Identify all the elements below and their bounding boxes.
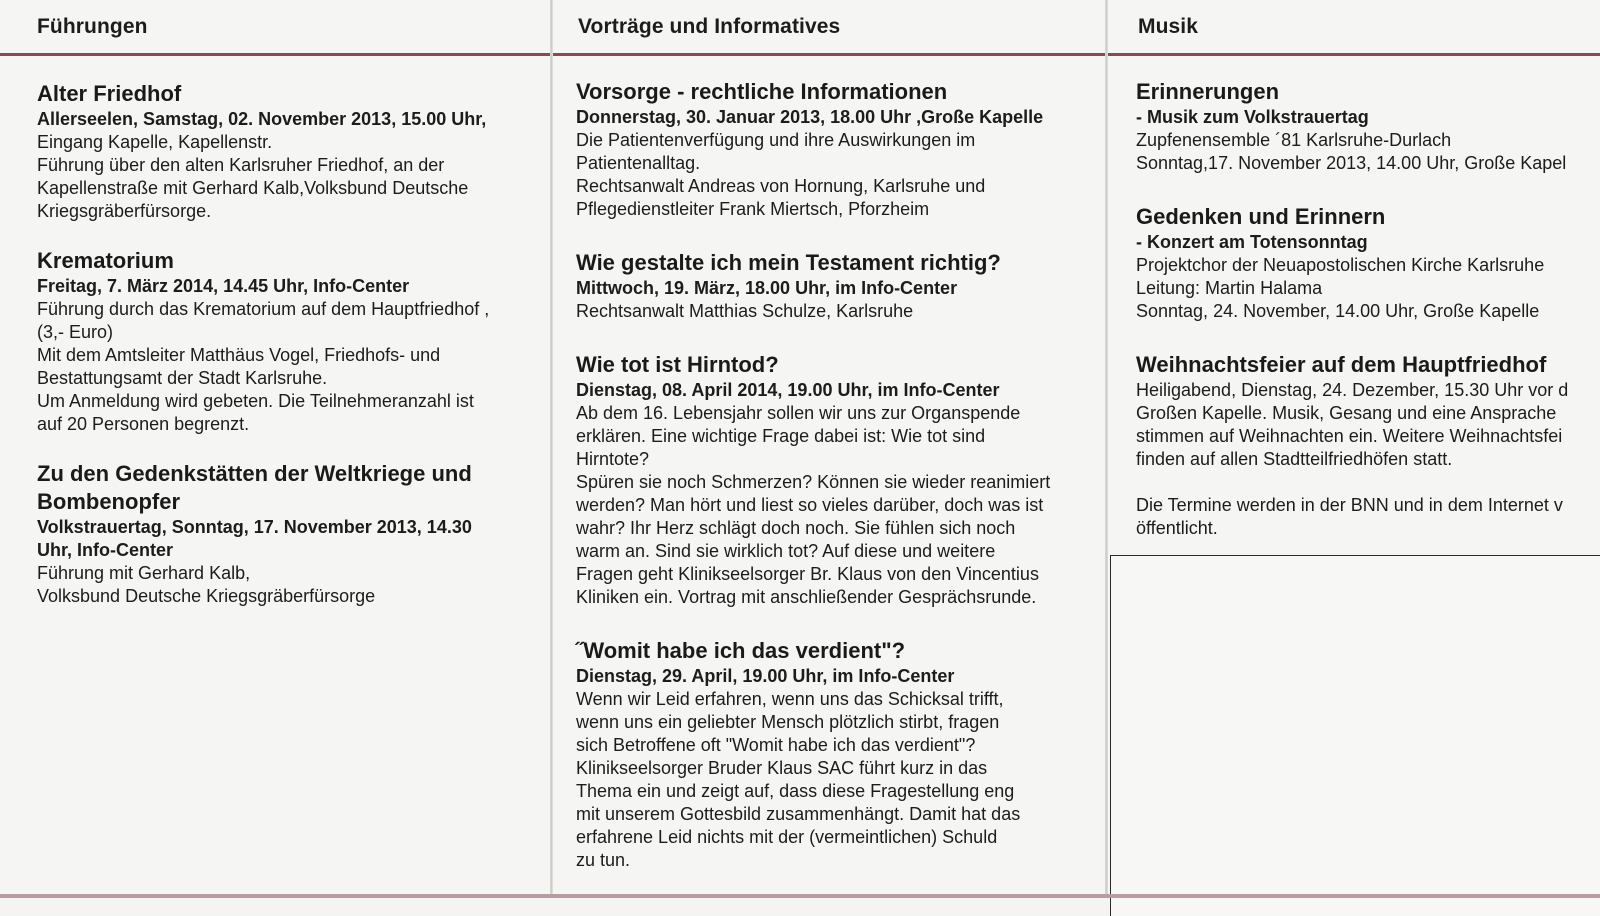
- event-title: Gedenken und Erinnern: [1136, 204, 1386, 229]
- event-line: Fragen geht Klinikseelsorger Br. Klaus von den Vincentius: [576, 564, 1039, 584]
- column-header-fuehrungen: [37, 0, 148, 54]
- event-line: Rechtsanwalt Andreas von Hornung, Karlsruhe und: [576, 176, 986, 196]
- event-line: Klinikseelsorger Bruder Klaus SAC führt kurz in das: [576, 758, 988, 778]
- event-date: Volkstrauertag, Sonntag, 17. November 2013, 14.30: [37, 517, 472, 537]
- event-date: Freitag, 7. März 2014, 14.45 Uhr, Info-Center: [37, 276, 410, 296]
- event-line: Führung durch das Krematorium auf dem Hauptfriedhof ,: [37, 299, 490, 319]
- event-subtitle: - Konzert am Totensonntag: [1136, 232, 1368, 252]
- event-line: Bestattungsamt der Stadt Karlsruhe.: [37, 368, 328, 388]
- event-item: [576, 351, 1096, 609]
- fold-line-left: [550, 0, 553, 898]
- event-line: Thema ein und zeigt auf, dass diese Fragestellung eng: [576, 781, 1015, 801]
- event-line: Volksbund Deutsche Kriegsgräberfürsorge: [37, 586, 376, 606]
- column-fuehrungen: [37, 78, 542, 608]
- header-rule-right: [1108, 53, 1600, 56]
- column-header-label: Vorträge und Informatives: [578, 15, 841, 38]
- event-line: Pflegedienstleiter Frank Miertsch, Pforzheim: [576, 199, 930, 219]
- event-line: erklären. Eine wichtige Frage dabei ist: Wie tot sind: [576, 426, 986, 446]
- event-line: auf 20 Personen begrenzt.: [37, 414, 250, 434]
- event-line: wenn uns ein geliebter Mensch plötzlich stirbt, fragen: [576, 712, 1000, 732]
- column-vortraege: [576, 78, 1096, 872]
- event-line: Sonntag,17. November 2013, 14.00 Uhr, Große Kapel: [1136, 153, 1567, 173]
- event-item: [576, 249, 1096, 323]
- event-title: Wie gestalte ich mein Testament richtig?: [576, 250, 1001, 275]
- event-line: Kliniken ein. Vortrag mit anschließender Gesprächsrunde.: [576, 587, 1037, 607]
- event-item: [37, 460, 542, 608]
- event-item: [37, 247, 542, 436]
- event-line: warm an. Sind sie wirklich tot? Auf diese und weitere: [576, 541, 996, 561]
- column-header-label: Musik: [1138, 15, 1199, 38]
- event-line: mit unserem Gottesbild zusammenhängt. Damit hat das: [576, 804, 1021, 824]
- event-item: [1136, 203, 1600, 323]
- event-line: wahr? Ihr Herz schlägt doch noch. Sie fühlen sich noch: [576, 518, 1016, 538]
- event-title: Vorsorge - rechtliche Informationen: [576, 79, 948, 104]
- event-item: [1136, 78, 1600, 175]
- bottom-edge: [0, 894, 1600, 898]
- event-line: Die Patientenverfügung und ihre Auswirkungen im: [576, 130, 976, 150]
- column-header-musik: [1138, 0, 1198, 54]
- event-item: [576, 78, 1096, 221]
- event-title: Bombenopfer: [37, 489, 180, 514]
- event-line: Eingang Kapelle, Kapellenstr.: [37, 132, 273, 152]
- event-title: Wie tot ist Hirntod?: [576, 352, 779, 377]
- event-line: Großen Kapelle. Musik, Gesang und eine Ansprache: [1136, 403, 1557, 423]
- event-date: Dienstag, 08. April 2014, 19.00 Uhr, im Info-Center: [576, 380, 1000, 400]
- header-rule-left: [0, 53, 550, 56]
- event-line: Führung mit Gerhard Kalb,: [37, 563, 251, 583]
- event-title: Zu den Gedenkstätten der Weltkriege und: [37, 461, 472, 486]
- event-line: zu tun.: [576, 850, 631, 870]
- event-line: Mit dem Amtsleiter Matthäus Vogel, Friedhofs- und: [37, 345, 441, 365]
- event-date: Dienstag, 29. April, 19.00 Uhr, im Info-Center: [576, 666, 955, 686]
- event-title: Krematorium: [37, 248, 174, 273]
- event-item: [37, 80, 542, 223]
- event-line: Leitung: Martin Halama: [1136, 278, 1323, 298]
- event-line: erfahrene Leid nichts mit der (vermeintlichen) Schuld: [576, 827, 998, 847]
- event-line: Patientenalltag.: [576, 153, 701, 173]
- event-item: [576, 637, 1096, 872]
- event-line: sich Betroffene oft "Womit habe ich das verdient"?: [576, 735, 976, 755]
- event-line: Wenn wir Leid erfahren, wenn uns das Schicksal trifft,: [576, 689, 1004, 709]
- event-line: Sonntag, 24. November, 14.00 Uhr, Große Kapelle: [1136, 301, 1540, 321]
- event-line: Heiligabend, Dienstag, 24. Dezember, 15.30 Uhr vor d: [1136, 380, 1569, 400]
- event-title: Erinnerungen: [1136, 79, 1280, 104]
- event-subtitle: - Musik zum Volkstrauertag: [1136, 107, 1369, 127]
- empty-panel-box: [1110, 555, 1600, 916]
- event-date: Uhr, Info-Center: [37, 540, 174, 560]
- event-date: Mittwoch, 19. März, 18.00 Uhr, im Info-Center: [576, 278, 958, 298]
- event-line: Führung über den alten Karlsruher Friedhof, an der: [37, 155, 445, 175]
- event-line: Spüren sie noch Schmerzen? Können sie wieder reanimiert: [576, 472, 1051, 492]
- notice-line: öffentlicht.: [1136, 518, 1218, 538]
- event-title: Alter Friedhof: [37, 81, 182, 106]
- event-line: Hirntote?: [576, 449, 650, 469]
- header-rule-middle: [553, 53, 1105, 56]
- column-musik: [1136, 78, 1600, 540]
- event-title: ˝Womit habe ich das verdient"?: [576, 638, 906, 663]
- fold-line-right: [1105, 0, 1108, 898]
- column-header-label: Führungen: [37, 15, 148, 38]
- event-date: Donnerstag, 30. Januar 2013, 18.00 Uhr ,Große Kapelle: [576, 107, 1044, 127]
- event-line: stimmen auf Weihnachten ein. Weitere Weihnachtsfei: [1136, 426, 1563, 446]
- event-line: (3,- Euro): [37, 322, 114, 342]
- event-line: finden auf allen Stadtteilfriedhöfen statt.: [1136, 449, 1453, 469]
- event-item: [1136, 351, 1600, 471]
- notice-line: Die Termine werden in der BNN und in dem Internet v: [1136, 495, 1563, 515]
- event-line: werden? Man hört und liest so vieles darüber, doch was ist: [576, 495, 1044, 515]
- event-line: Kriegsgräberfürsorge.: [37, 201, 212, 221]
- event-date: Allerseelen, Samstag, 02. November 2013, 15.00 Uhr,: [37, 109, 487, 129]
- event-line: Um Anmeldung wird gebeten. Die Teilnehmeranzahl ist: [37, 391, 474, 411]
- event-line: Ab dem 16. Lebensjahr sollen wir uns zur Organspende: [576, 403, 1021, 423]
- notice: [1136, 494, 1600, 540]
- event-line: Rechtsanwalt Matthias Schulze, Karlsruhe: [576, 301, 914, 321]
- event-title: Weihnachtsfeier auf dem Hauptfriedhof: [1136, 352, 1547, 377]
- column-header-vortraege: [578, 0, 840, 54]
- event-line: Kapellenstraße mit Gerhard Kalb,Volksbund Deutsche: [37, 178, 469, 198]
- event-line: Zupfenensemble ´81 Karlsruhe-Durlach: [1136, 130, 1452, 150]
- event-line: Projektchor der Neuapostolischen Kirche Karlsruhe: [1136, 255, 1545, 275]
